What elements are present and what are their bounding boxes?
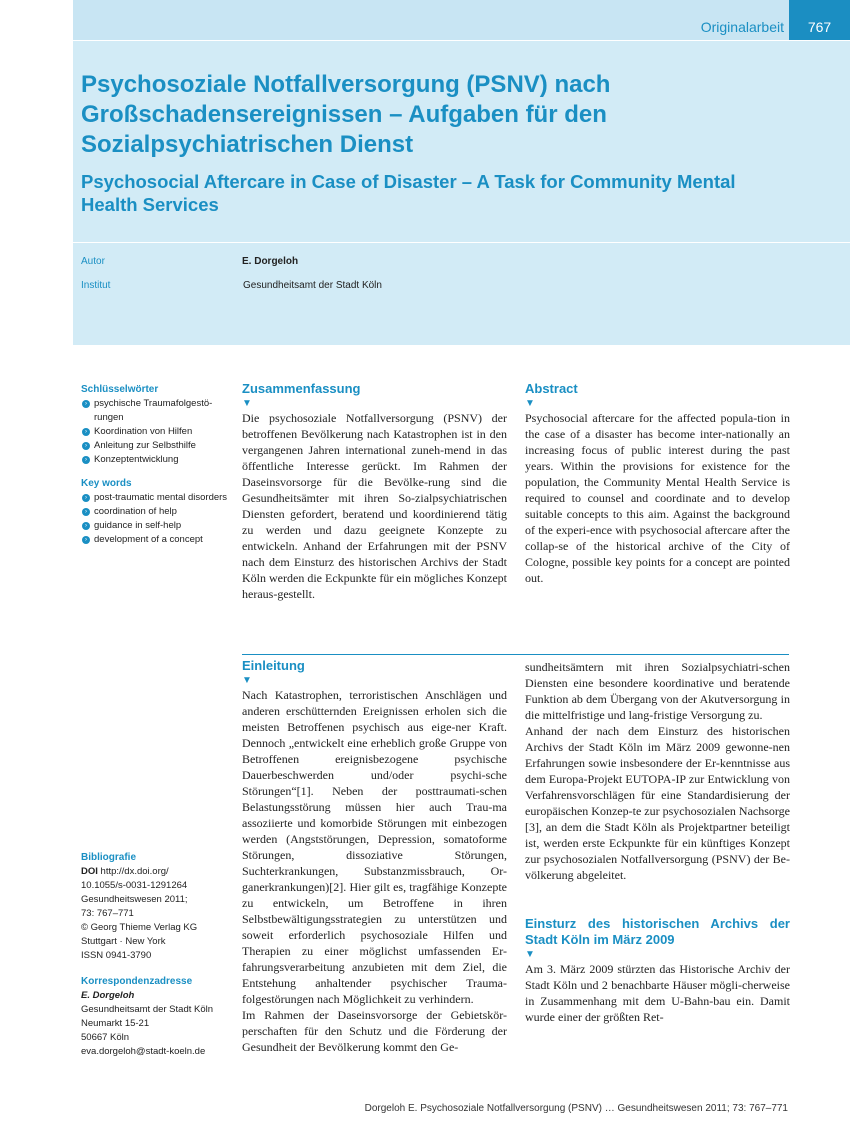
keyword-text: guidance in self-help: [94, 520, 182, 531]
bullet-arrow-icon: ›: [82, 494, 90, 502]
triangle-marker-icon: ▼: [242, 398, 252, 409]
intro-paragraph-2: Im Rahmen der Daseinsvorsorge der Gebietskör-perschaften für den Schutz und die Förderung der Gesundheit der Bevölkerung kommt den Ge-: [242, 1008, 507, 1054]
keywords-en-list: [81, 491, 231, 547]
biblio-line: 73: 767–771: [81, 908, 134, 919]
abstract-german-text: Die psychosoziale Notfallversorgung (PSNV) der betroffenen Bevölkerung nach Katastrophen ist in den vergangenen Jahren international zuneh-mend in das öffentliche Interesse gerückt. Im Rahmen der Daseinsvorsorge für die Bevölke-rung sind die Gesundheitsämter mit ihren So-zialpsychiatrischen Diensten gefordert, beratend und koordinierend tätig zu werden und dazu geeignete Konzepte zu entwickeln. Anhand der Erfahrungen mit der PSNV nach dem Einsturz des historischen Archivs der Stadt Köln werden die Eckpunkte für ein mögliches Konzept heraus-gestellt.: [242, 411, 507, 601]
bullet-arrow-icon: ›: [82, 456, 90, 464]
bullet-arrow-icon: ›: [82, 522, 90, 530]
doi-line: [81, 865, 236, 879]
intro-column-right: [525, 659, 790, 1025]
section-rule: [242, 654, 789, 655]
keyword-text: Konzeptentwicklung: [94, 454, 179, 465]
triangle-marker-icon: ▼: [525, 398, 535, 409]
bullet-arrow-icon: ›: [82, 400, 90, 408]
bullet-arrow-icon: ›: [82, 508, 90, 516]
abstract-english-text: Psychosocial aftercare for the affected popula-tion in the case of a disaster has become inter-nationally an increasing focus of public interest during the past years. Within the provisions for existence for the population, the Community Mental Health Service is required to counsel and coordinate and to develop suitable concepts to this aim. Against the background of the experi-ence with psychosocial aftercare after the collap-se of the historical archive of the City of Cologne, possible key points for a concept are pointed out.: [525, 411, 790, 585]
biblio-line: Gesundheitswesen 2011;: [81, 894, 188, 905]
bullet-arrow-icon: ›: [82, 428, 90, 436]
biblio-line: © Georg Thieme Verlag KG: [81, 922, 198, 933]
keyword-en-item: [81, 533, 231, 547]
abstract-english: [525, 381, 790, 586]
correspondence-line: 50667 Köln: [81, 1032, 130, 1043]
bibliography-block: [81, 851, 236, 1059]
doi-label: DOI: [81, 866, 98, 877]
keyword-text: Koordination von Hilfen: [94, 426, 193, 437]
biblio-line: Stuttgart · New York: [81, 936, 166, 947]
doi-url[interactable]: http://dx.doi.org/: [100, 866, 169, 877]
triangle-marker-icon: ▼: [525, 949, 535, 960]
keyword-en-item: [81, 505, 231, 519]
keyword-text: development of a concept: [94, 534, 203, 545]
institute-name: Gesundheitsamt der Stadt Köln: [243, 280, 382, 291]
bullet-arrow-icon: ›: [82, 442, 90, 450]
intro-paragraph-3: sundheitsämtern mit ihren Sozialpsychiatri-schen Diensten eine besondere koordinative und beratende Funktion ab dem Übergang von der Akutversorgung in die mittelfristige und lang-fristige Versorgung zu.: [525, 660, 790, 722]
keyword-de-item: [81, 453, 231, 467]
top-strip: [73, 0, 850, 41]
correspondence-line: Gesundheitsamt der Stadt Köln: [81, 1004, 214, 1015]
article-title-english: Psychosocial Aftercare in Case of Disaster – A Task for Community Mental Health Services: [81, 171, 736, 215]
bullet-arrow-icon: ›: [82, 536, 90, 544]
intro-paragraph-4: Anhand der nach dem Einsturz des historischen Archivs der Stadt Köln im März 2009 gewonne-nen Erfahrungen sowie insbesondere der Er-kenntnisse aus dem Europa-Projekt EUTOPA-IP zur Entwicklung von Verfahrensvorschlägen für eine Standardisierung der europäischen Konzep-te zur psychosozialen Nachsorge [3], an dem die Stadt Köln als Projektpartner beteiligt ist, werden erste Eckpunkte für ein künftiges Konzept zur psychosozialen Notfallversorgung (PSNV) der Be-völkerung abgeleitet.: [525, 724, 791, 882]
intro-heading: Einleitung: [242, 658, 305, 673]
keywords-de-list: [81, 397, 231, 467]
biblio-line: 10.1055/s-0031-1291264: [81, 880, 188, 891]
correspondence-name: E. Dorgeloh: [81, 990, 135, 1001]
header-separator: [73, 242, 850, 243]
section2-text: Am 3. März 2009 stürzten das Historische Archiv der Stadt Köln und 2 benachbarte Häuser mögli-cherweise in Zusammenhang mit dem U-Bahn-bau ein. Damit wurde einer der größten Ret-: [525, 962, 790, 1024]
abstract-english-heading: Abstract: [525, 381, 578, 396]
section-label: Originalarbeit: [700, 19, 784, 35]
page-number: 767: [789, 0, 850, 40]
bibliography-heading: Bibliografie: [81, 852, 137, 863]
correspondence-line: Neumarkt 15-21: [81, 1018, 150, 1029]
correspondence-heading: Korrespondenzadresse: [81, 976, 193, 987]
keyword-en-item: [81, 519, 231, 533]
keyword-text: coordination of help: [94, 506, 177, 517]
keyword-de-item: [81, 439, 231, 453]
keyword-text: psychische Traumafolgestö-rungen: [94, 398, 213, 423]
keyword-text: post-traumatic mental disorders: [94, 492, 228, 503]
keyword-en-item: [81, 491, 231, 505]
section2-heading: Einsturz des historischen Archivs der Stadt Köln im März 2009: [525, 916, 790, 947]
abstract-german: [242, 381, 507, 602]
page-footer: Dorgeloh E. Psychosoziale Notfallversorgung (PSNV) … Gesundheitswesen 2011; 73: 767–771: [364, 1103, 788, 1114]
keyword-text: Anleitung zur Selbsthilfe: [94, 440, 196, 451]
keywords-en-heading: Key words: [81, 478, 132, 489]
author-name: E. Dorgeloh: [242, 256, 299, 267]
intro-paragraph-1: Nach Katastrophen, terroristischen Anschlägen und anderen erschütternden Ereignissen erholen sich die meisten Betroffenen psychisch aus eige-ner Kraft. Dennoch „entwickelt eine erheblich große Gruppe von Betroffenen ereignisbezogene psychische Dauerbeschwerden und/oder psychi-sche Störungen“[1]. Neben der posttraumati-schen Belastungsstörung müssen hier auch Trau-ma assoziierte und komorbide Störungen mit einbezogen werden (Angststörungen, Depression, somatoforme Störungen, dissoziative Störungen, Suchterkrankungen, Substanzmissbrauch, Or-ganerkrankungen)[2]. Hier gilt es, tragfähige Konzepte zu entwickeln, um Betroffene in ihren Selbstbewältigungsstrategien zu unterstützen und soweit erforderlich psychosoziale Hilfen und Therapien zu einer möglichst umfassenden Er-fahrungsverarbeitung anzubieten mit dem Ziel, die Entstehung anhaltender psychischer Trauma-folgestörungen nach Möglichkeit zu verhindern.: [242, 688, 507, 1006]
triangle-marker-icon: ▼: [242, 675, 252, 686]
biblio-line: ISSN 0941-3790: [81, 950, 152, 961]
keywords-block: [81, 383, 231, 547]
intro-column-left: [242, 658, 507, 1055]
correspondence-email[interactable]: eva.dorgeloh@stadt-koeln.de: [81, 1046, 206, 1057]
abstract-german-heading: Zusammenfassung: [242, 381, 361, 396]
keyword-de-item: [81, 425, 231, 439]
article-title-german: Psychosoziale Notfallversorgung (PSNV) nach Großschadensereignissen – Aufgaben für den Sozialpsychiatrischen Dienst: [81, 71, 611, 158]
keywords-de-heading: Schlüsselwörter: [81, 384, 159, 395]
author-label: Autor: [81, 256, 105, 267]
keyword-de-item: [81, 397, 231, 425]
institute-label: Institut: [81, 280, 111, 291]
